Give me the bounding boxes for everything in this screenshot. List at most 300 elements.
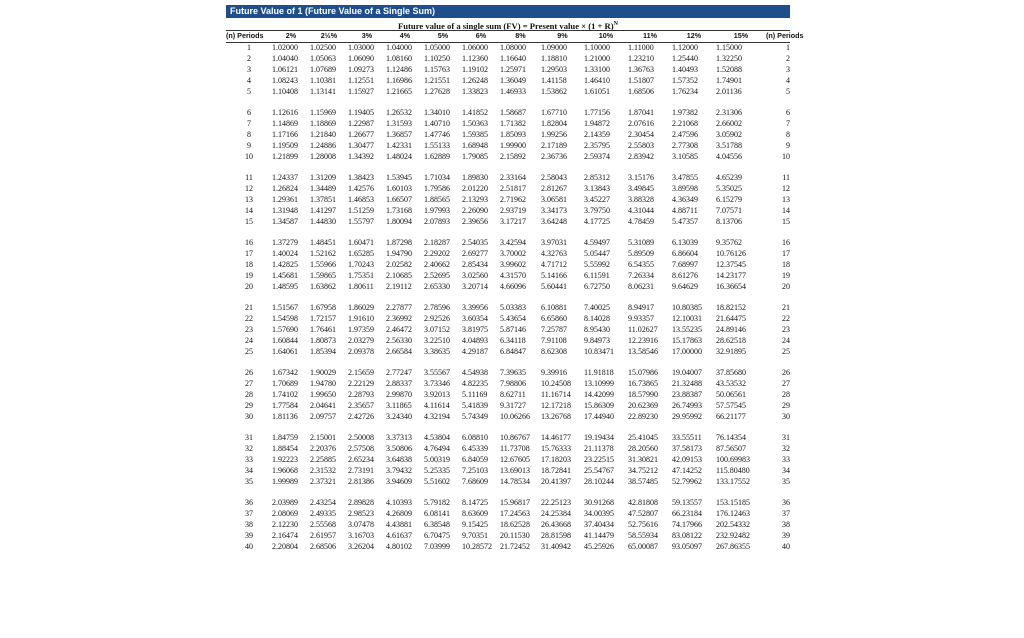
value-cell: 3.06581	[541, 194, 567, 204]
value-cell: 12.23916	[628, 335, 658, 345]
value-cell: 232.92482	[716, 530, 750, 540]
value-cell: 3.88328	[628, 194, 654, 204]
value-cell: 1.70243	[348, 259, 374, 269]
value-cell: 3.37313	[386, 433, 412, 443]
value-cell: 17.00000	[672, 346, 702, 356]
value-cell: 1.12360	[462, 53, 488, 63]
value-cell: 1.41297	[310, 205, 336, 215]
value-cell: 87.56507	[716, 444, 746, 453]
table-row	[226, 87, 790, 98]
period-cell-right: 9	[786, 140, 790, 150]
value-cell: 1.27628	[424, 86, 450, 96]
value-cell: 2.12230	[272, 519, 298, 529]
value-cell: 7.91108	[541, 335, 567, 345]
value-cell: 15.07986	[628, 368, 658, 378]
value-cell: 5.47357	[672, 216, 698, 226]
value-cell: 1.21551	[424, 75, 450, 85]
value-cell: 115.80480	[716, 465, 750, 475]
value-cell: 1.65285	[348, 248, 374, 258]
value-cell: 1.24886	[310, 140, 336, 150]
value-cell: 3.81975	[462, 324, 488, 334]
value-cell: 2.16474	[272, 530, 298, 540]
value-cell: 2.50008	[348, 433, 374, 443]
value-cell: 3.13843	[584, 183, 610, 193]
value-cell: 1.77156	[584, 107, 610, 117]
table-row	[226, 238, 790, 249]
value-cell: 28.20560	[628, 444, 658, 453]
value-cell: 1.97993	[424, 205, 450, 215]
period-cell: 3	[247, 64, 251, 74]
value-cell: 18.82152	[716, 303, 746, 313]
value-cell: 2.83942	[628, 151, 654, 161]
value-cell: 4.10393	[386, 498, 412, 508]
period-cell-right: 38	[782, 519, 790, 529]
value-cell: 5.00319	[424, 454, 450, 464]
value-cell: 1.68948	[462, 140, 488, 150]
value-cell: 2.13293	[462, 194, 488, 204]
value-cell: 2.99870	[386, 389, 412, 399]
value-cell: 21.32488	[672, 378, 702, 388]
value-cell: 1.18869	[310, 118, 336, 128]
value-cell: 267.86355	[716, 541, 750, 551]
spacer-cell	[226, 423, 790, 434]
value-cell: 2.04641	[310, 400, 336, 410]
value-cell: 1.90029	[310, 368, 336, 378]
value-cell: 1.87041	[628, 107, 654, 117]
value-cell: 1.06090	[348, 53, 374, 63]
rate-header: 2½%	[310, 31, 348, 43]
period-cell: 13	[245, 194, 253, 204]
value-cell: 12.10031	[672, 313, 702, 323]
value-cell: 1.38423	[348, 172, 374, 182]
value-cell: 1.15969	[310, 107, 336, 117]
value-cell: 1.46410	[584, 75, 610, 85]
table-row	[226, 42, 790, 53]
value-cell: 25.54767	[584, 465, 614, 475]
value-cell: 1.21665	[386, 86, 412, 96]
period-cell-right: 4	[786, 75, 790, 85]
period-cell: 18	[245, 259, 253, 269]
value-cell: 1.08000	[500, 42, 526, 52]
value-cell: 6.11591	[584, 270, 610, 280]
table-row	[226, 368, 790, 379]
value-cell: 8.62308	[541, 346, 567, 356]
value-cell: 1.15000	[716, 42, 742, 52]
value-cell: 2.36736	[541, 151, 567, 161]
value-cell: 37.85680	[716, 368, 746, 378]
value-cell: 6.08810	[462, 433, 488, 443]
value-cell: 1.34489	[310, 183, 336, 193]
value-cell: 1.59865	[310, 270, 336, 280]
rate-header: 6%	[462, 31, 500, 43]
value-cell: 9.64629	[672, 281, 698, 291]
value-cell: 42.81808	[628, 498, 658, 508]
period-cell: 1	[247, 42, 251, 52]
value-cell: 1.26248	[462, 75, 488, 85]
value-cell: 6.65860	[541, 313, 567, 323]
value-cell: 2.18287	[424, 238, 450, 247]
value-cell: 28.81598	[541, 530, 571, 540]
value-cell: 10.28572	[462, 541, 492, 551]
value-cell: 1.46853	[348, 194, 374, 204]
period-cell: 17	[245, 248, 253, 258]
period-cell: 39	[245, 530, 253, 540]
period-cell-right: 31	[782, 433, 790, 443]
value-cell: 2.49335	[310, 509, 336, 519]
value-cell: 9.39916	[541, 368, 567, 378]
value-cell: 1.74901	[716, 75, 742, 85]
value-cell: 4.80102	[386, 541, 412, 551]
spacer-cell	[226, 358, 790, 369]
value-cell: 4.17725	[584, 216, 610, 226]
value-cell: 16.36654	[716, 281, 746, 291]
period-cell-right: 16	[782, 238, 790, 247]
value-cell: 2.15892	[500, 151, 526, 161]
value-cell: 1.40493	[672, 64, 698, 74]
value-cell: 3.99602	[500, 259, 526, 269]
value-cell: 4.82235	[462, 378, 488, 388]
value-cell: 2.07616	[628, 118, 654, 128]
value-cell: 1.16640	[500, 53, 526, 63]
value-cell: 1.36049	[500, 75, 526, 85]
value-cell: 2.85312	[584, 172, 610, 182]
period-cell: 8	[247, 129, 251, 139]
value-cell: 1.04000	[386, 42, 412, 52]
period-cell-right: 6	[786, 107, 790, 117]
value-cell: 4.31044	[628, 205, 654, 215]
rate-header: 12%	[672, 31, 716, 43]
group-spacer	[226, 488, 790, 499]
value-cell: 1.12486	[386, 64, 412, 74]
value-cell: 3.17217	[500, 216, 526, 226]
value-cell: 83.08122	[672, 530, 702, 540]
value-cell: 24.25384	[541, 509, 571, 519]
value-cell: 1.57352	[672, 75, 698, 85]
value-cell: 1.02000	[272, 42, 298, 52]
value-cell: 2.09757	[310, 411, 336, 421]
rate-header: 15%	[716, 31, 766, 43]
value-cell: 1.67710	[541, 107, 567, 117]
table-row	[226, 249, 790, 260]
period-cell-right: 23	[782, 324, 790, 334]
value-cell: 1.30477	[348, 140, 374, 150]
value-cell: 21.11378	[584, 444, 614, 453]
value-cell: 3.11865	[386, 400, 412, 410]
value-cell: 3.73346	[424, 378, 450, 388]
value-cell: 1.99900	[500, 140, 526, 150]
table-row	[226, 336, 790, 347]
period-cell: 9	[247, 140, 251, 150]
value-cell: 2.68506	[310, 541, 336, 551]
value-cell: 1.09000	[541, 42, 567, 52]
value-cell: 38.57485	[628, 476, 658, 486]
value-cell: 2.93719	[500, 205, 526, 215]
table-title-bar	[226, 5, 790, 18]
value-cell: 202.54332	[716, 519, 750, 529]
value-cell: 9.84973	[584, 335, 610, 345]
table-row	[226, 314, 790, 325]
value-cell: 1.73168	[386, 205, 412, 215]
header-row	[226, 31, 790, 43]
value-cell: 1.92223	[272, 454, 298, 464]
value-cell: 3.02560	[462, 270, 488, 280]
value-cell: 1.07689	[310, 64, 336, 74]
value-cell: 12.67605	[500, 454, 530, 464]
value-cell: 5.60441	[541, 281, 567, 291]
value-cell: 8.06231	[628, 281, 654, 291]
period-cell: 26	[245, 368, 253, 378]
value-cell: 2.57508	[348, 444, 374, 453]
value-cell: 1.88565	[424, 194, 450, 204]
value-cell: 43.53532	[716, 378, 746, 388]
period-cell: 20	[245, 281, 253, 291]
period-cell-right: 18	[782, 259, 790, 269]
period-cell: 12	[245, 183, 253, 193]
table-row	[226, 401, 790, 412]
value-cell: 45.25926	[584, 541, 614, 551]
value-cell: 4.65239	[716, 172, 742, 182]
value-cell: 2.71962	[500, 194, 526, 204]
value-cell: 1.89830	[462, 172, 488, 182]
value-cell: 1.32250	[716, 53, 742, 63]
value-cell: 1.70689	[272, 378, 298, 388]
group-spacer	[226, 423, 790, 434]
value-cell: 2.51817	[500, 183, 526, 193]
value-cell: 20.11530	[500, 530, 530, 540]
value-cell: 3.89598	[672, 183, 698, 193]
rate-header: 4%	[386, 31, 424, 43]
value-cell: 1.34587	[272, 216, 298, 226]
value-cell: 1.66507	[386, 194, 412, 204]
value-cell: 1.76234	[672, 86, 698, 96]
value-cell: 5.74349	[462, 411, 488, 421]
value-cell: 1.88454	[272, 444, 298, 453]
table-row	[226, 542, 790, 553]
value-cell: 1.80094	[386, 216, 412, 226]
value-cell: 2.19112	[386, 281, 412, 291]
table-row	[226, 520, 790, 531]
value-cell: 2.10685	[386, 270, 412, 280]
value-cell: 4.32194	[424, 411, 450, 421]
value-cell: 1.14869	[272, 118, 298, 128]
value-cell: 6.86604	[672, 248, 698, 258]
value-cell: 93.05097	[672, 541, 702, 551]
value-cell: 1.26677	[348, 129, 374, 139]
table-row	[226, 347, 790, 358]
value-cell: 2.08069	[272, 509, 298, 519]
value-cell: 1.21000	[584, 53, 610, 63]
value-cell: 2.89828	[348, 498, 374, 508]
value-cell: 11.91818	[584, 368, 614, 378]
value-cell: 4.78459	[628, 216, 654, 226]
rate-header: 2%	[272, 31, 310, 43]
value-cell: 58.55934	[628, 530, 658, 540]
period-cell: 32	[245, 444, 253, 453]
value-cell: 1.44830	[310, 216, 336, 226]
value-cell: 1.05063	[310, 53, 336, 63]
value-cell: 1.48451	[310, 238, 336, 247]
value-cell: 3.94609	[386, 476, 412, 486]
period-cell-right: 1	[786, 42, 790, 52]
value-cell: 2.03989	[272, 498, 298, 508]
value-cell: 2.17189	[541, 140, 567, 150]
value-cell: 8.61276	[672, 270, 698, 280]
value-cell: 34.75212	[628, 465, 658, 475]
value-cell: 2.65234	[348, 454, 374, 464]
period-cell: 27	[245, 378, 253, 388]
value-cell: 2.20804	[272, 541, 298, 551]
rate-header: 9%	[541, 31, 584, 43]
future-value-table	[226, 30, 804, 553]
value-cell: 3.15176	[628, 172, 654, 182]
value-cell: 34.00395	[584, 509, 614, 519]
period-cell: 6	[247, 107, 251, 117]
value-cell: 1.82804	[541, 118, 567, 128]
value-cell: 2.02582	[386, 259, 412, 269]
value-cell: 1.94872	[584, 118, 610, 128]
value-cell: 2.40662	[424, 259, 450, 269]
value-cell: 3.10585	[672, 151, 698, 161]
value-cell: 3.24340	[386, 411, 412, 421]
value-cell: 5.43654	[500, 313, 526, 323]
value-cell: 1.51567	[272, 303, 298, 313]
value-cell: 3.26204	[348, 541, 374, 551]
value-cell: 8.14725	[462, 498, 488, 508]
value-cell: 18.72841	[541, 465, 571, 475]
value-cell: 1.25971	[500, 64, 526, 74]
period-cell-right: 22	[782, 313, 790, 323]
value-cell: 1.94780	[310, 378, 336, 388]
period-cell: 7	[247, 118, 251, 128]
value-cell: 2.85434	[462, 259, 488, 269]
value-cell: 1.26824	[272, 183, 298, 193]
value-cell: 31.30821	[628, 454, 658, 464]
value-cell: 1.60103	[386, 183, 412, 193]
rate-header: 10%	[584, 31, 628, 43]
value-cell: 1.53945	[386, 172, 412, 182]
value-cell: 2.03279	[348, 335, 374, 345]
value-cell: 2.14359	[584, 129, 610, 139]
value-cell: 1.67342	[272, 368, 298, 378]
value-cell: 13.10999	[584, 378, 614, 388]
value-cell: 21.64475	[716, 313, 746, 323]
value-cell: 2.81267	[541, 183, 567, 193]
value-cell: 4.66096	[500, 281, 526, 291]
value-cell: 2.77247	[386, 368, 412, 378]
value-cell: 1.79586	[424, 183, 450, 193]
table-row	[226, 141, 790, 152]
period-cell: 23	[245, 324, 253, 334]
value-cell: 6.15279	[716, 194, 742, 204]
value-cell: 2.20376	[310, 444, 336, 453]
period-cell-right: 13	[782, 194, 790, 204]
value-cell: 1.33823	[462, 86, 488, 96]
value-cell: 47.14252	[672, 465, 702, 475]
period-cell-right: 36	[782, 498, 790, 508]
value-cell: 1.08160	[386, 53, 412, 63]
period-cell-right: 26	[782, 368, 790, 378]
value-cell: 1.31593	[386, 118, 412, 128]
value-cell: 2.27877	[386, 303, 412, 313]
period-cell-right: 32	[782, 444, 790, 453]
value-cell: 1.80611	[348, 281, 374, 291]
value-cell: 52.75616	[628, 519, 658, 529]
value-cell: 47.52807	[628, 509, 658, 519]
period-cell: 33	[245, 454, 253, 464]
periods-header-right: (n) Periods	[766, 31, 790, 43]
value-cell: 4.11614	[424, 400, 450, 410]
value-cell: 4.61637	[386, 530, 412, 540]
value-cell: 1.52088	[716, 64, 742, 74]
value-cell: 1.18810	[541, 53, 567, 63]
value-cell: 1.36763	[628, 64, 654, 74]
period-cell-right: 40	[782, 541, 790, 551]
period-cell: 4	[247, 75, 251, 85]
value-cell: 4.04556	[716, 151, 742, 161]
value-cell: 2.39656	[462, 216, 488, 226]
value-cell: 57.57545	[716, 400, 746, 410]
value-cell: 2.21068	[672, 118, 698, 128]
value-cell: 18.62528	[500, 519, 530, 529]
value-cell: 2.61957	[310, 530, 336, 540]
value-cell: 5.03383	[500, 303, 526, 313]
value-cell: 2.25885	[310, 454, 336, 464]
value-cell: 1.03000	[348, 42, 374, 52]
value-cell: 6.10881	[541, 303, 567, 313]
value-cell: 8.94917	[628, 303, 654, 313]
period-cell-right: 21	[782, 303, 790, 313]
value-cell: 1.55797	[348, 216, 374, 226]
value-cell: 1.08243	[272, 75, 298, 85]
table-row	[226, 282, 790, 293]
period-cell-right: 29	[782, 400, 790, 410]
table-row	[226, 65, 790, 76]
value-cell: 22.89230	[628, 411, 658, 421]
value-cell: 1.55133	[424, 140, 450, 150]
value-cell: 7.68609	[462, 476, 488, 486]
value-cell: 10.24508	[541, 378, 571, 388]
value-cell: 3.79432	[386, 465, 412, 475]
value-cell: 2.46472	[386, 324, 412, 334]
value-cell: 6.54355	[628, 259, 654, 269]
period-cell-right: 28	[782, 389, 790, 399]
value-cell: 9.93357	[628, 313, 654, 323]
period-cell: 28	[245, 389, 253, 399]
value-cell: 2.01220	[462, 183, 488, 193]
value-cell: 1.72157	[310, 313, 336, 323]
value-cell: 2.47596	[672, 129, 698, 139]
period-cell: 16	[245, 238, 253, 247]
value-cell: 2.35795	[584, 140, 610, 150]
value-cell: 1.94790	[386, 248, 412, 258]
value-cell: 15.96817	[500, 498, 530, 508]
value-cell: 13.58546	[628, 346, 658, 356]
period-cell-right: 5	[786, 86, 790, 96]
value-cell: 5.89509	[628, 248, 654, 258]
value-cell: 32.91895	[716, 346, 746, 356]
value-cell: 8.62711	[500, 389, 526, 399]
value-cell: 1.48595	[272, 281, 298, 291]
value-cell: 1.75351	[348, 270, 374, 280]
value-cell: 2.30454	[628, 129, 654, 139]
value-cell: 10.86767	[500, 433, 530, 443]
value-cell: 2.01136	[716, 86, 742, 96]
value-cell: 1.21840	[310, 129, 336, 139]
period-cell: 15	[245, 216, 253, 226]
spacer-cell	[226, 97, 790, 108]
value-cell: 6.38548	[424, 519, 450, 529]
spacer-cell	[226, 162, 790, 173]
